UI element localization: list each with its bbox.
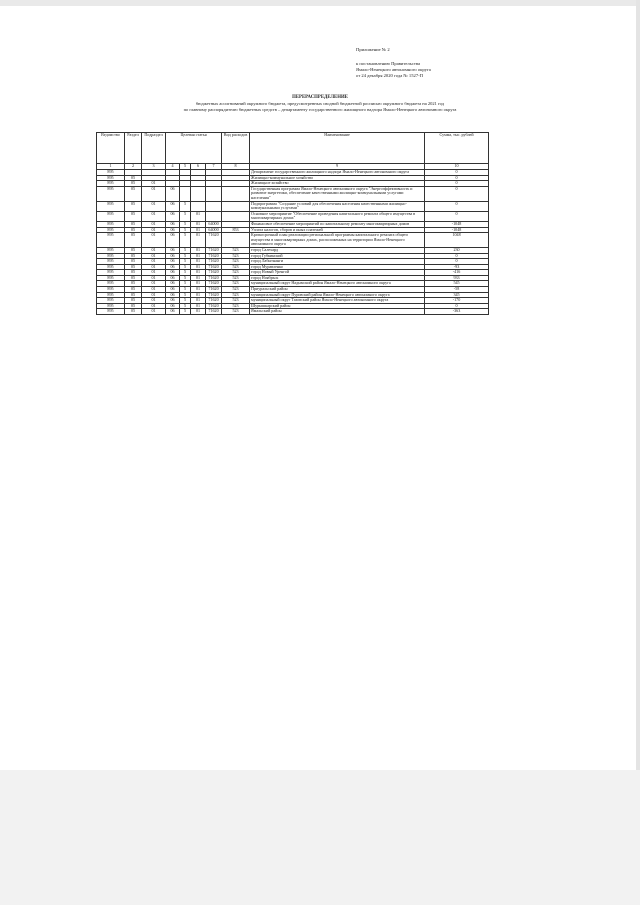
cell-podrazdel: 01 (142, 211, 166, 221)
cell-ved: 895 (97, 292, 125, 298)
column-number: 2 (125, 164, 142, 170)
cell-expense-type (222, 186, 250, 201)
cell-cs-event: 01 (191, 303, 206, 309)
column-number: 1 (97, 164, 125, 170)
header-podrazdel: Подраздел (142, 133, 166, 164)
cell-expense-type: 523 (222, 270, 250, 276)
document-title (80, 95, 560, 112)
cell-cs-program: 06 (166, 303, 180, 309)
cell-name: муниципальный округ Надымский район Ямало-Ненецкого автономного округа (250, 281, 425, 287)
cell-podrazdel: 01 (142, 281, 166, 287)
cell-expense-type: 523 (222, 309, 250, 315)
cell-ved: 895 (97, 247, 125, 253)
cell-cs-program: 06 (166, 221, 180, 227)
cell-ved: 895 (97, 281, 125, 287)
cell-ved: 895 (97, 233, 125, 248)
cell-cs-subprogram: 5 (180, 292, 191, 298)
cell-sum: -170 (425, 298, 489, 304)
cell-sum: 230 (425, 247, 489, 253)
cell-name: Основное мероприятие "Обеспечение проведения капитального ремонта общего имущества в многоквартирных домах" (250, 211, 425, 221)
cell-razdel: 05 (125, 181, 142, 187)
title-line-2: по главному распорядителю бюджетных средств – департаменту государственного жилищного надзора Ямало-Ненецкого автономного округа (183, 106, 457, 112)
table-row (97, 201, 489, 211)
cell-cs-program: 06 (166, 247, 180, 253)
cell-sum: 0 (425, 186, 489, 201)
title-main: ПЕРЕРАСПРЕДЕЛЕНИЕ (292, 95, 348, 100)
column-number: 7 (206, 164, 222, 170)
cell-cs-subprogram: 5 (180, 227, 191, 233)
budget-table (96, 132, 489, 315)
cell-podrazdel: 01 (142, 186, 166, 201)
cell-cs-direction (206, 201, 222, 211)
cell-razdel: 05 (125, 175, 142, 181)
cell-ved: 895 (97, 287, 125, 293)
cell-ved: 895 (97, 181, 125, 187)
cell-name: Государственная программа Ямало-Ненецкого автономного округа "Энергоэффективность и развитие энергетики, обеспечение качественными жилищно-коммунальными услугами населения" (250, 186, 425, 201)
cell-razdel: 05 (125, 227, 142, 233)
cell-name: муниципальный округ Тазовский район Ямало-Ненецкого автономного округа (250, 298, 425, 304)
cell-podrazdel: 01 (142, 201, 166, 211)
cell-ved: 895 (97, 253, 125, 259)
cell-ved: 895 (97, 298, 125, 304)
cell-cs-subprogram: 5 (180, 287, 191, 293)
cell-name: Подпрограмма "Создание условий для обеспечения населения качественными жилищно-коммунальными услугами" (250, 201, 425, 211)
cell-podrazdel: 01 (142, 303, 166, 309)
scan-edge-top (0, 0, 640, 6)
cell-cs-subprogram: 5 (180, 298, 191, 304)
cell-razdel: 05 (125, 275, 142, 281)
cell-cs-subprogram: 5 (180, 211, 191, 221)
cell-cs-program: 06 (166, 298, 180, 304)
cell-razdel: 05 (125, 298, 142, 304)
cell-podrazdel: 01 (142, 233, 166, 248)
cell-cs-subprogram: 5 (180, 270, 191, 276)
cell-razdel: 05 (125, 309, 142, 315)
cell-cs-event: 01 (191, 275, 206, 281)
table-row (97, 309, 489, 315)
cell-sum: 0 (425, 201, 489, 211)
cell-expense-type: 523 (222, 292, 250, 298)
cell-name: Ямальский район (250, 309, 425, 315)
cell-podrazdel: 01 (142, 221, 166, 227)
cell-sum: 1048 (425, 233, 489, 248)
cell-ved: 895 (97, 201, 125, 211)
cell-ved: 895 (97, 175, 125, 181)
cell-sum: 0 (425, 211, 489, 221)
cell-podrazdel: 01 (142, 181, 166, 187)
cell-cs-subprogram: 5 (180, 303, 191, 309)
cell-name: Департамент государственного жилищного надзора Ямало-Ненецкого автономного округа (250, 170, 425, 176)
cell-cs-direction: 71620 (206, 264, 222, 270)
cell-ved: 895 (97, 170, 125, 176)
cell-cs-program: 06 (166, 259, 180, 265)
cell-sum: -93 (425, 264, 489, 270)
cell-cs-program: 06 (166, 309, 180, 315)
cell-cs-direction: 71620 (206, 253, 222, 259)
cell-ved: 895 (97, 211, 125, 221)
cell-sum: 0 (425, 175, 489, 181)
cell-cs-event: 01 (191, 211, 206, 221)
cell-cs-subprogram: 5 (180, 275, 191, 281)
cell-razdel: 05 (125, 264, 142, 270)
cell-expense-type: 853 (222, 227, 250, 233)
cell-cs-event (191, 186, 206, 201)
table-row (97, 186, 489, 201)
cell-cs-event: 01 (191, 233, 206, 248)
cell-expense-type: 523 (222, 287, 250, 293)
cell-razdel: 05 (125, 233, 142, 248)
cell-expense-type: 523 (222, 298, 250, 304)
cell-cs-event: 01 (191, 247, 206, 253)
cell-cs-program: 06 (166, 264, 180, 270)
cell-ved: 895 (97, 221, 125, 227)
cell-podrazdel: 01 (142, 264, 166, 270)
table-row (97, 233, 489, 248)
cell-cs-event: 01 (191, 298, 206, 304)
header-target-article: Целевая статья (166, 133, 222, 164)
cell-name: Жилищное хозяйство (250, 181, 425, 187)
cell-expense-type: 523 (222, 259, 250, 265)
cell-razdel: 05 (125, 292, 142, 298)
cell-ved: 895 (97, 303, 125, 309)
cell-cs-direction: 71620 (206, 247, 222, 253)
cell-cs-subprogram: 5 (180, 221, 191, 227)
cell-razdel: 05 (125, 259, 142, 265)
cell-name: Финансовое обеспечение мероприятий по капитальному ремонту многоквартирных домов (250, 221, 425, 227)
cell-razdel: 05 (125, 303, 142, 309)
cell-name: город Муравленко (250, 264, 425, 270)
cell-podrazdel: 01 (142, 298, 166, 304)
column-number: 6 (191, 164, 206, 170)
cell-cs-program: 06 (166, 292, 180, 298)
cell-razdel: 05 (125, 221, 142, 227)
cell-razdel: 05 (125, 201, 142, 211)
cell-podrazdel: 01 (142, 275, 166, 281)
column-number: 4 (166, 164, 180, 170)
cell-cs-event: 01 (191, 287, 206, 293)
cell-podrazdel: 01 (142, 247, 166, 253)
cell-cs-direction: 64000 (206, 221, 222, 227)
cell-cs-event: 01 (191, 227, 206, 233)
cell-cs-subprogram: 5 (180, 201, 191, 211)
cell-cs-direction: 71620 (206, 298, 222, 304)
header-expense-type: Вид расходов (222, 133, 250, 164)
cell-cs-direction: 71620 (206, 270, 222, 276)
cell-sum: 0 (425, 259, 489, 265)
appendix-ref: к постановлению Правительства (356, 61, 420, 66)
cell-cs-subprogram: 5 (180, 309, 191, 315)
cell-name: город Салехард (250, 247, 425, 253)
scan-bottom-area (0, 770, 640, 905)
cell-sum: 345 (425, 292, 489, 298)
cell-podrazdel: 01 (142, 253, 166, 259)
title-line-1: бюджетных ассигнований окружного бюджета, предусмотренных сводной бюджетной росписью окружного бюджета на 2021 год (195, 100, 445, 106)
cell-cs-program: 06 (166, 270, 180, 276)
cell-sum: -363 (425, 309, 489, 315)
cell-podrazdel: 01 (142, 270, 166, 276)
column-number: 9 (250, 164, 425, 170)
cell-podrazdel: 01 (142, 309, 166, 315)
cell-cs-program: 06 (166, 287, 180, 293)
cell-razdel: 05 (125, 211, 142, 221)
cell-cs-program: 06 (166, 281, 180, 287)
cell-cs-direction: 64000 (206, 227, 222, 233)
cell-cs-subprogram: 5 (180, 259, 191, 265)
cell-sum: 0 (425, 303, 489, 309)
cell-cs-program: 06 (166, 253, 180, 259)
cell-ved: 895 (97, 309, 125, 315)
cell-ved: 895 (97, 275, 125, 281)
cell-cs-direction: 71620 (206, 309, 222, 315)
cell-razdel: 05 (125, 247, 142, 253)
table-row (97, 211, 489, 221)
cell-cs-direction: 71620 (206, 281, 222, 287)
cell-cs-subprogram: 5 (180, 233, 191, 248)
cell-name: муниципальный округ Пуровский район Ямало-Ненецкого автономного округа (250, 292, 425, 298)
cell-podrazdel: 01 (142, 259, 166, 265)
column-number: 5 (180, 164, 191, 170)
cell-ved: 895 (97, 264, 125, 270)
cell-cs-event (191, 201, 206, 211)
cell-sum: 933 (425, 275, 489, 281)
cell-name: Шурышкарский район (250, 303, 425, 309)
cell-razdel: 05 (125, 281, 142, 287)
cell-expense-type (222, 211, 250, 221)
cell-cs-event: 01 (191, 253, 206, 259)
cell-ved: 895 (97, 270, 125, 276)
column-number: 8 (222, 164, 250, 170)
cell-ved: 895 (97, 259, 125, 265)
cell-cs-program: 06 (166, 201, 180, 211)
appendix-block (356, 47, 431, 79)
cell-name: город Лабытнанги (250, 259, 425, 265)
cell-name: город Ноябрьск (250, 275, 425, 281)
cell-cs-event: 01 (191, 309, 206, 315)
cell-sum: 545 (425, 281, 489, 287)
cell-razdel: 05 (125, 287, 142, 293)
cell-sum: -1048 (425, 221, 489, 227)
cell-razdel: 05 (125, 186, 142, 201)
cell-cs-direction: 71620 (206, 292, 222, 298)
cell-cs-program: 06 (166, 275, 180, 281)
cell-podrazdel: 01 (142, 287, 166, 293)
cell-sum: -1048 (425, 227, 489, 233)
cell-cs-event: 01 (191, 281, 206, 287)
cell-cs-event: 01 (191, 270, 206, 276)
header-ved: Ведомство (97, 133, 125, 164)
appendix-org: Ямало-Ненецкого автономного округа (356, 67, 431, 72)
cell-name: Краткосрочный план реализации региональной программы капитального ремонта общего имущества в многоквартирных домах, расположенных на территории Ямало-Ненецкого автономного округа (250, 233, 425, 248)
cell-cs-program: 06 (166, 227, 180, 233)
table-body (97, 170, 489, 315)
cell-ved: 895 (97, 227, 125, 233)
cell-razdel: 05 (125, 270, 142, 276)
cell-cs-direction (206, 211, 222, 221)
cell-name: Приуральский район (250, 287, 425, 293)
cell-cs-event: 01 (191, 292, 206, 298)
cell-cs-subprogram (180, 186, 191, 201)
scan-edge-right (636, 0, 640, 770)
cell-cs-event: 01 (191, 264, 206, 270)
cell-cs-direction: 71620 (206, 303, 222, 309)
cell-cs-event: 01 (191, 259, 206, 265)
cell-razdel: 05 (125, 253, 142, 259)
column-number: 10 (425, 164, 489, 170)
cell-name: Уплата налогов, сборов и иных платежей (250, 227, 425, 233)
cell-expense-type: 523 (222, 247, 250, 253)
table-header-row (97, 133, 489, 164)
cell-cs-subprogram: 5 (180, 247, 191, 253)
cell-ved: 895 (97, 186, 125, 201)
cell-cs-direction: 71620 (206, 275, 222, 281)
cell-sum: 0 (425, 181, 489, 187)
cell-cs-subprogram: 5 (180, 281, 191, 287)
cell-sum: 0 (425, 170, 489, 176)
cell-expense-type (222, 201, 250, 211)
cell-sum: -416 (425, 270, 489, 276)
cell-name: город Новый Уренгой (250, 270, 425, 276)
cell-name: город Губкинский (250, 253, 425, 259)
cell-name: Жилищно-коммунальное хозяйство (250, 175, 425, 181)
header-sum: Сумма, тыс. рублей (425, 133, 489, 164)
cell-cs-program: 06 (166, 211, 180, 221)
appendix-number: Приложение № 2 (356, 47, 390, 52)
cell-expense-type (222, 233, 250, 248)
cell-expense-type: 523 (222, 264, 250, 270)
cell-cs-event: 01 (191, 221, 206, 227)
cell-cs-direction: 71620 (206, 287, 222, 293)
cell-expense-type: 523 (222, 253, 250, 259)
cell-sum: 0 (425, 253, 489, 259)
header-razdel: Раздел (125, 133, 142, 164)
cell-expense-type: 523 (222, 303, 250, 309)
appendix-date: от 24 декабря 2020 года № 1527-П (356, 73, 423, 78)
cell-podrazdel: 01 (142, 292, 166, 298)
cell-cs-subprogram: 5 (180, 253, 191, 259)
cell-cs-direction: 71620 (206, 233, 222, 248)
cell-expense-type: 523 (222, 275, 250, 281)
cell-sum: -58 (425, 287, 489, 293)
cell-cs-direction: 71620 (206, 259, 222, 265)
cell-cs-program: 06 (166, 186, 180, 201)
cell-podrazdel: 01 (142, 227, 166, 233)
cell-cs-direction (206, 186, 222, 201)
cell-cs-subprogram: 5 (180, 264, 191, 270)
cell-expense-type: 523 (222, 281, 250, 287)
cell-cs-program: 06 (166, 233, 180, 248)
header-name: Наименование (250, 133, 425, 164)
column-number: 3 (142, 164, 166, 170)
